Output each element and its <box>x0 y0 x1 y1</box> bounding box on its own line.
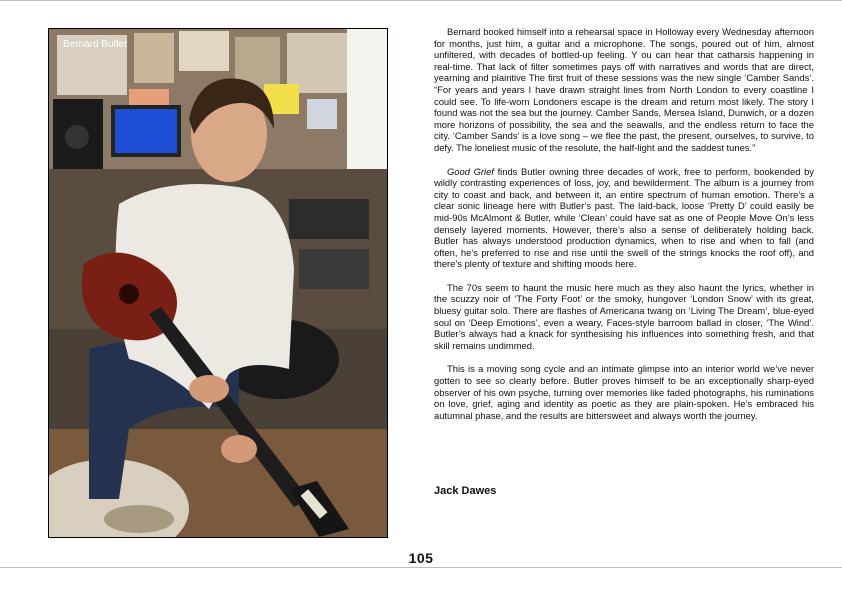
article-body <box>434 26 814 433</box>
article-paragraph-2-text: finds Butler owning three decades of work, free to perform, bookended by wildly contrasting experiences of loss, joy, and bewilderment. The album is a journey from city to coast and back, and between it, an entire spectrum of human emotion. There’s a clear sonic lineage here with Butler’s past. The laid-back, loose ‘Pretty D’ could easily be mid-90s McAlmont & Butler, while ‘Clean’ could have sat as one of People Move On’s less densely layered moments. However, there’s also a sense of deliberately holding back. Butler has always understood production dynamics, when to rise and when to fall (and often, he’s preferred to rise and rise until the swell of the strings knocks the roof off), and there’s plenty of texture and shifting moods here. <box>434 165 814 270</box>
page-number: 105 <box>408 550 434 566</box>
article-paragraph-4: This is a moving song cycle and an intimate glimpse into an interior world we’ve never gotten to see so clearly before. Butler proves himself to be an exceptionally sharp-eyed observer of his own psyche, turning over memories like faded photographs, his ruminations on love, grief, aging and identity as poetic as they are plain-spoken. He’s embraced his autumnal phase, and the results are bittersweet and always worth the journey. <box>434 363 814 421</box>
artist-photo <box>48 28 388 538</box>
photo-illustration <box>49 29 387 537</box>
album-title: Good Grief <box>447 165 494 177</box>
top-divider <box>0 0 842 1</box>
author-byline: Jack Dawes <box>434 485 497 497</box>
article-paragraph-2 <box>434 166 814 270</box>
article-paragraph-3: The 70s seem to haunt the music here much as they also haunt the lyrics, whether in the scuzzy noir of ‘The Forty Foot’ or the smoky, hungover ‘London Snow’ with its great, bluesy guitar solo. There are flashes of Americana twang on ‘Living The Dream’, blue-eyed soul on ‘Deep Emotions’, even a weary, Faces-style barroom ballad in closer, ‘The Wind’. Butler’s always had a knack for synthesising his influences into something fresh, and that skill remains undimmed. <box>434 281 814 351</box>
article-paragraph-1: Bernard booked himself into a rehearsal space in Holloway every Wednesday afternoon for months, just him, a guitar and a microphone. The songs, poured out of him, almost unfiltered, with decades of bottled-up feeling. Y ou can hear that catharsis happening in real-time. That lack of filter sometimes pays off with narratives and words that are direct, yearning and plaintive The first fruit of these sessions was the new single ‘Camber Sands’. “For years and years I have drawn straight lines from North London to every coastline I could see. To life-worn Londoners escape is the dream and return most likely. The story I found was not the sea but the journey. Camber Sands, Mersea Island, Dunwich, or a dozen more horizons of possibility, the sea and the seawalls, and the endless return to face the city. ‘Camber Sands’ is a love song – we flee the past, the present, ourselves, to survive, to defy. The loneliest music of the resolute, the half-light and the saddest tunes.” <box>434 26 814 153</box>
photo-caption: Bernard Butler <box>63 39 128 50</box>
bottom-divider <box>0 567 842 568</box>
